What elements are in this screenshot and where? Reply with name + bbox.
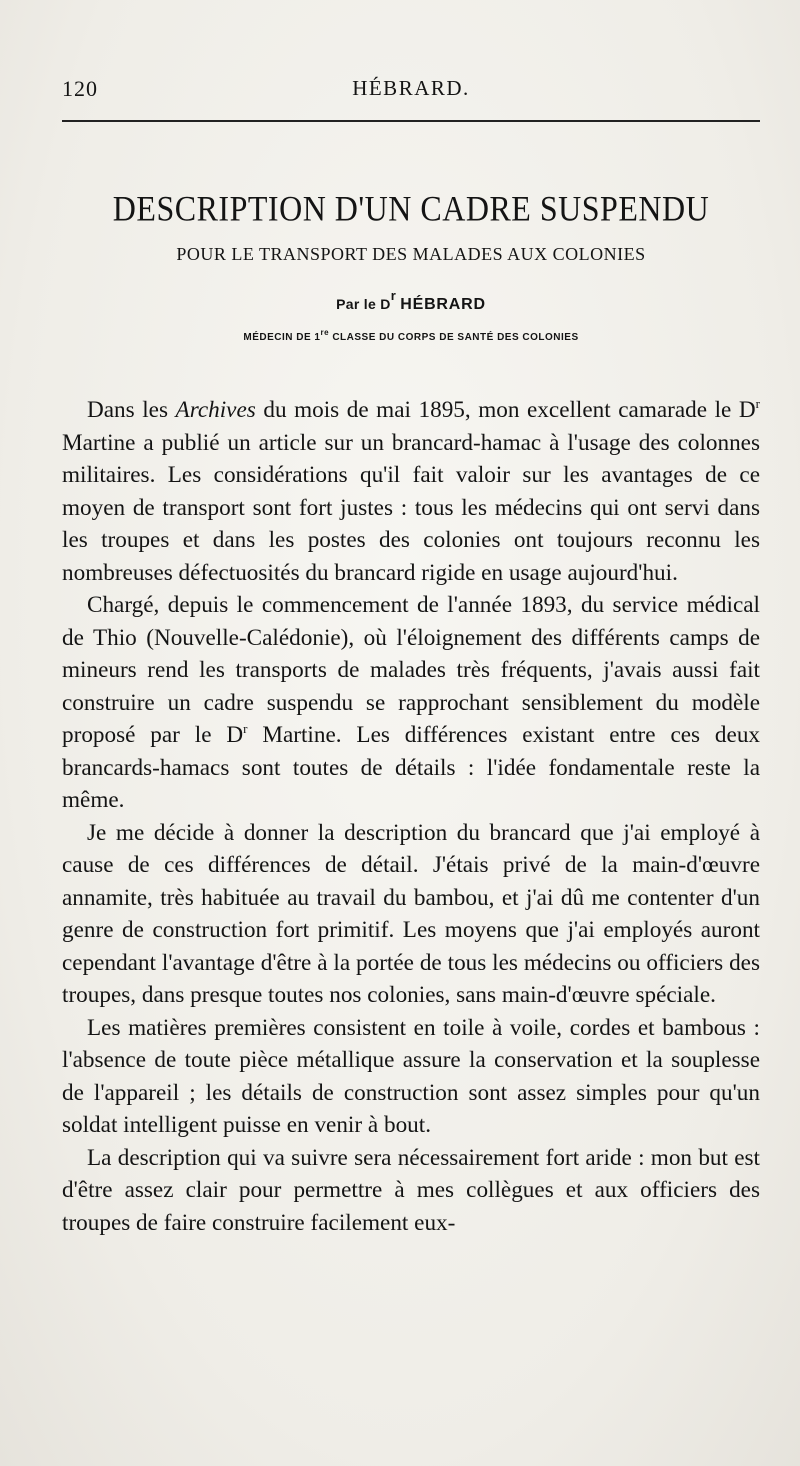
byline-prefix: Par le D — [336, 296, 391, 312]
p1-part-b: du mois de mai 1895, mon excellent camarade le D — [255, 397, 756, 423]
p1-part-c: Martine a publié un article sur un brancard-hamac à l'usage des colonnes militaires. Les considérations qu'il fait valoir sur les avantages de ce moyen de transport sont fort justes : tous les médecins qui ont servi dans les troupes et dans les postes des colonies ont toujours reconnu les nombreuses défectuosités du brancard rigide en usage aujourd'hui. — [62, 429, 760, 586]
paragraph-2 — [62, 589, 760, 817]
paragraph-4: Les matières premières consistent en toile à voile, cordes et bambous : l'absence de toute pièce métallique assure la conservation et la souplesse de l'appareil ; les détails de construction sont assez simples pour qu'un soldat intelligent puisse en venir à bout. — [62, 1014, 760, 1138]
header-rule — [62, 120, 760, 122]
article-title: DESCRIPTION D'UN CADRE SUSPENDU — [112, 188, 710, 229]
p1-part-a: Dans les — [87, 397, 176, 423]
running-head: HÉBRARD. — [352, 76, 470, 100]
paragraph-3: Je me décide à donner la description du brancard que j'ai employé à cause de ces différences de détail. J'étais privé de la main-d'œuvre annamite, très habituée au travail du bambou, et j'ai dû me contenter d'un genre de construction fort primitif. Les moyens que j'ai employés auront cependant l'avantage d'être à la portée de tous les médecins ou officiers des troupes, dans presque toutes nos colonies, sans main-d'œuvre spéciale. — [62, 819, 760, 1008]
p1-journal-title: Archives — [175, 397, 256, 423]
p1-sup: r — [755, 396, 760, 411]
p2-sup: r — [243, 721, 248, 736]
affiliation-sup: re — [320, 328, 330, 337]
paragraph-1 — [62, 394, 760, 589]
paragraph-5: La description qui va suivre sera nécessairement fort aride : mon but est d'être assez clair pour permettre à mes collègues et aux officiers des troupes de faire construire facilement eux- — [62, 1144, 760, 1236]
page-header — [62, 76, 760, 106]
byline-prefix-sup: r — [390, 288, 397, 303]
author-name: HÉBRARD — [400, 296, 486, 313]
byline — [62, 288, 760, 314]
affiliation-before: MÉDECIN DE 1 — [243, 332, 321, 343]
page-number: 120 — [62, 76, 98, 101]
affiliation-after: CLASSE DU CORPS DE SANTÉ DES COLONIES — [329, 332, 579, 343]
p2-part-b: Martine. Les différences existant entre ces deux brancards-hamacs sont toutes de détails : l'idée fondamentale reste la même. — [62, 722, 761, 813]
article-subtitle: POUR LE TRANSPORT DES MALADES AUX COLONIES — [176, 244, 646, 264]
p2-part-a: Chargé, depuis le commencement de l'année 1893, du service médical de Thio (Nouvelle-Calédonie), où l'éloignement des différents camps de mineurs rend les transports de malades très fréquents, j'avais aussi fait construire un cadre suspendu se rapprochant sensiblement du modèle proposé par le D — [62, 592, 760, 748]
body-text — [62, 394, 760, 1239]
author-affiliation — [62, 328, 760, 343]
